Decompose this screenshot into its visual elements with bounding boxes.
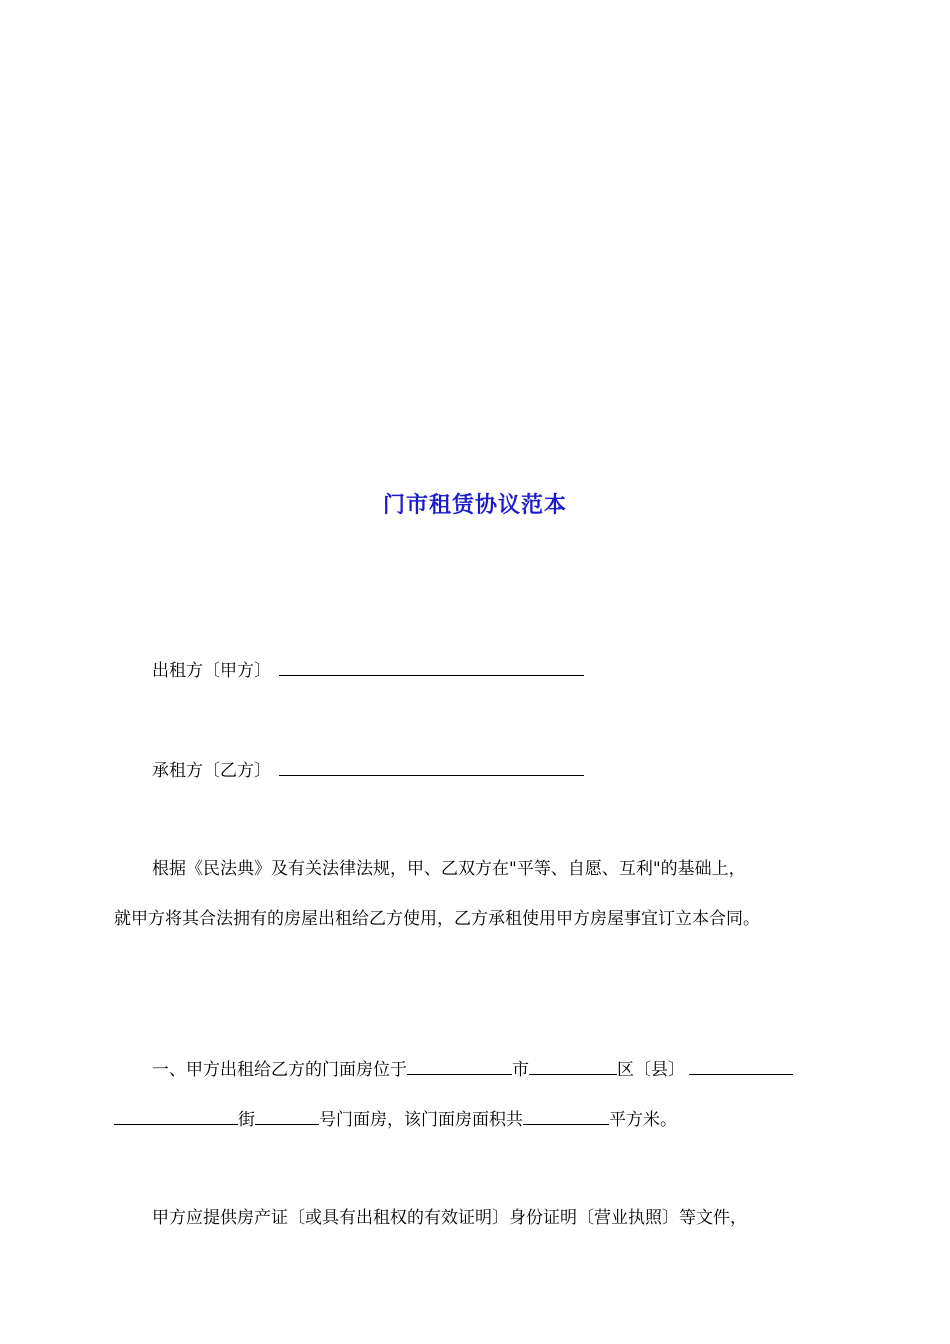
party-a-line <box>152 659 584 682</box>
clause-1-text: 一、甲方出租给乙方的门面房位于 <box>152 1060 407 1080</box>
clause-1-note: 甲方应提供房产证〔或具有出租权的有效证明〕身份证明〔营业执照〕等文件， <box>152 1208 747 1228</box>
street-blank <box>114 1108 238 1125</box>
clause-1-line-2 <box>114 1108 677 1131</box>
party-a-label: 出租方〔甲方〕 <box>152 661 271 681</box>
party-b-blank <box>279 759 584 776</box>
district-blank <box>529 1058 617 1075</box>
preamble-line-2: 就甲方将其合法拥有的房屋出租给乙方使用，乙方承租使用甲方房屋事宜订立本合同。 <box>114 909 760 929</box>
party-a-blank <box>279 659 584 676</box>
city-blank <box>407 1058 512 1075</box>
district-label: 区〔县〕 <box>617 1060 685 1080</box>
document-title: 门市租赁协议范本 <box>382 492 567 518</box>
city-label: 市 <box>512 1060 529 1080</box>
clause-1-line-1 <box>152 1058 793 1081</box>
party-b-label: 承租方〔乙方〕 <box>152 761 271 781</box>
unit-label: 平方米。 <box>609 1110 677 1130</box>
party-b-line <box>152 759 584 782</box>
preamble-line-1: 根据《民法典》及有关法律法规，甲、乙双方在"平等、自愿、互利"的基础上， <box>152 859 746 879</box>
number-label: 号门面房，该门面房面积共 <box>319 1110 523 1130</box>
number-blank <box>255 1108 319 1125</box>
area-blank <box>523 1108 609 1125</box>
street-label: 街 <box>238 1110 255 1130</box>
county-blank <box>689 1058 793 1075</box>
